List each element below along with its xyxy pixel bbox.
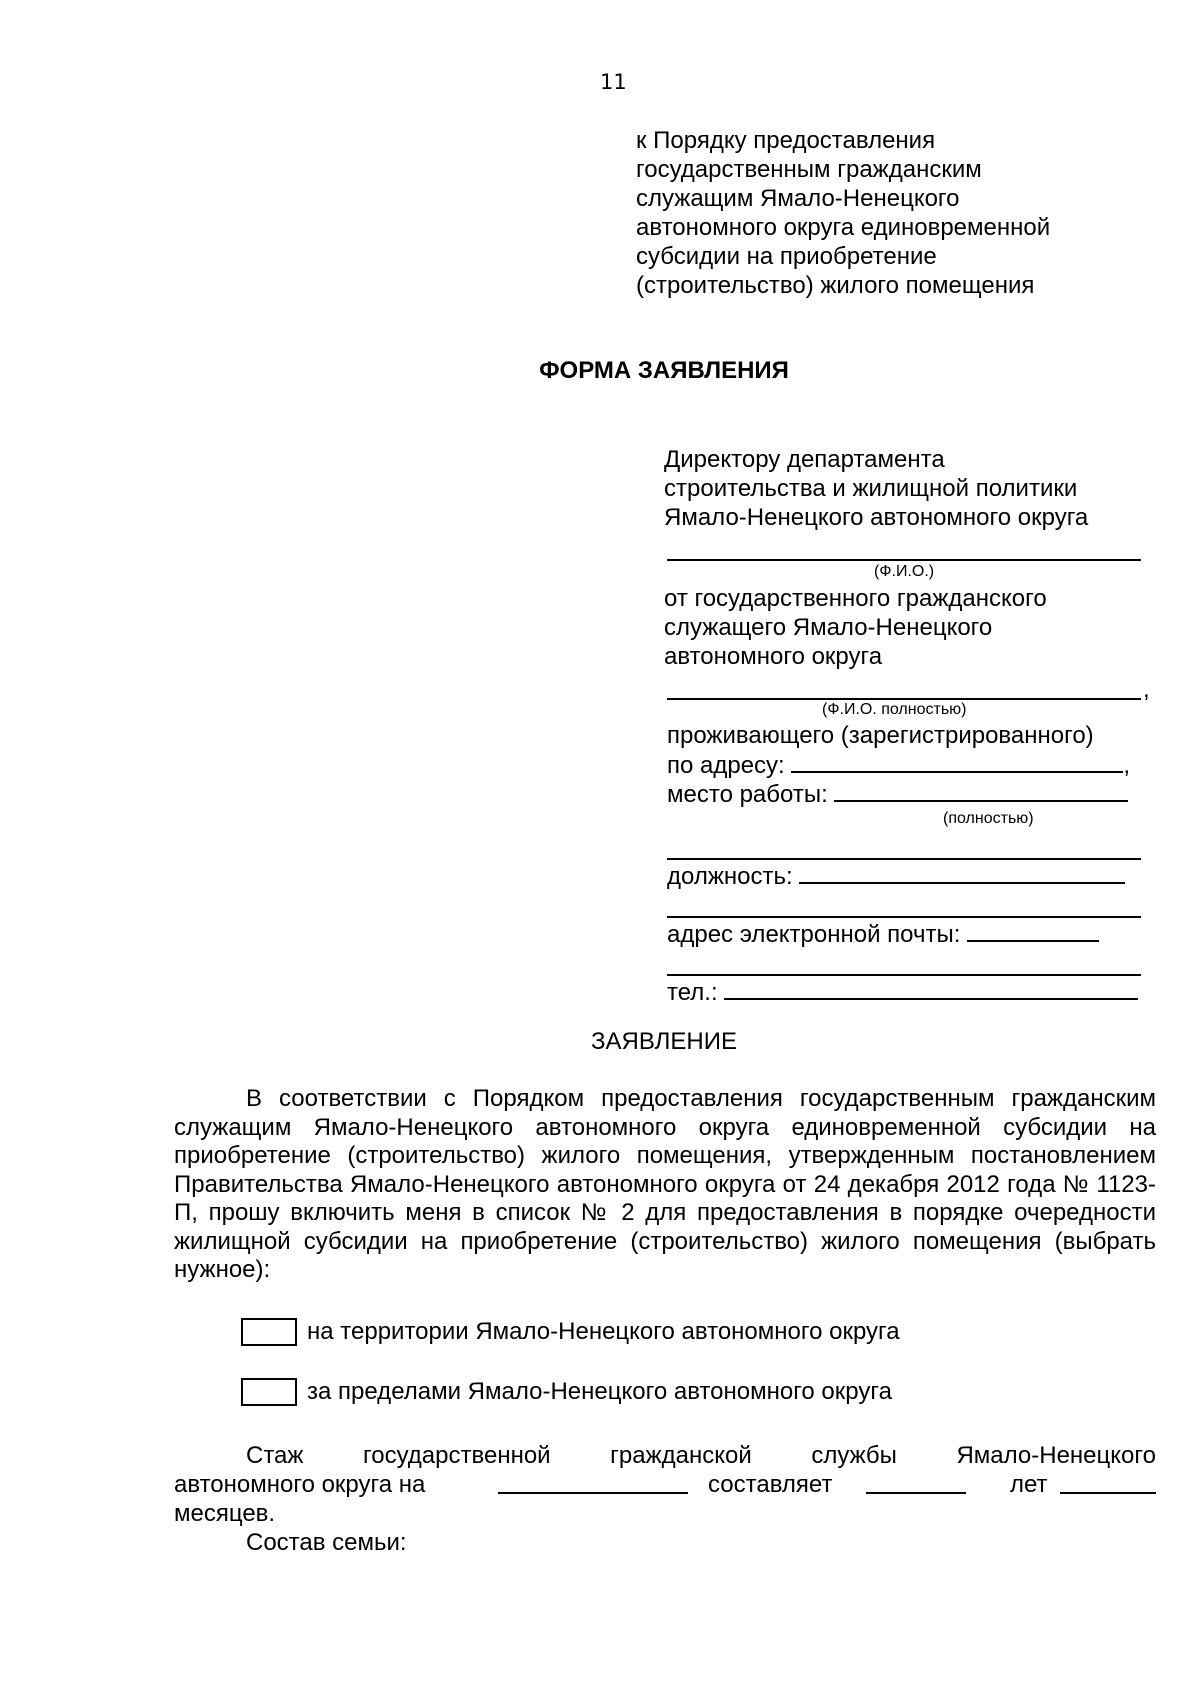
addressee-line: Ямало-Ненецкого автономного округа [664,504,1089,531]
email-row [667,920,1099,949]
address-field[interactable] [791,751,1123,773]
option-outside-label: за пределами Ямало-Ненецкого автономного округа [307,1378,892,1405]
position-field[interactable] [799,862,1125,884]
reference-line: государственным гражданским [636,156,982,183]
phone-row [667,978,1138,1007]
addressee-block [664,445,1144,532]
option-territory [241,1318,900,1346]
addressee-line: Директору департамента [664,446,945,473]
reference-line: служащим Ямало-Ненецкого [636,185,960,212]
from-line: автономного округа [664,643,883,670]
position-continuation-line[interactable] [667,916,1141,918]
experience-word: государственной [363,1442,551,1469]
email-continuation-line[interactable] [667,974,1141,976]
reference-line: (строительство) жилого помещения [636,272,1035,299]
work-caption: (полностью) [943,810,1034,827]
from-block [664,584,1144,671]
experience-years-field[interactable] [866,1492,966,1494]
experience-word: службы [811,1442,897,1469]
experience-word: Ямало-Ненецкого [956,1442,1156,1469]
reference-block [636,126,1106,300]
reference-line: к Порядку предоставления [636,127,936,154]
experience-word: гражданской [610,1442,752,1469]
email-label: адрес электронной почты: [667,921,961,948]
option-territory-label: на территории Ямало-Ненецкого автономного округа [307,1318,900,1345]
experience-years: лет [1010,1471,1048,1498]
position-row [667,862,1125,891]
from-line: от государственного гражданского [664,585,1047,612]
experience-word: Стаж [246,1442,304,1469]
experience-okrug-on: автономного округа на [174,1471,426,1498]
applicant-fio-line[interactable] [667,698,1141,700]
page-number: 11 [600,70,627,94]
option-outside [241,1378,892,1406]
from-line: служащего Ямало-Ненецкого [664,614,993,641]
address-row [667,751,1130,780]
statement-heading: ЗАЯВЛЕНИЕ [591,1028,737,1055]
experience-amounts: составляет [708,1471,833,1498]
address-comma: , [1123,752,1131,779]
option-outside-checkbox[interactable] [241,1378,297,1406]
fio-comma: , [1143,676,1150,703]
phone-label: тел.: [667,979,718,1006]
addressee-line: строительства и жилищной политики [664,475,1078,502]
address-label: по адресу: [667,752,785,779]
phone-field[interactable] [724,978,1138,1000]
position-label: должность: [667,863,793,890]
email-field[interactable] [967,920,1099,942]
experience-date-field[interactable] [498,1492,688,1494]
experience-line1 [246,1442,1156,1470]
reference-line: субсидии на приобретение [636,243,937,270]
form-title: ФОРМА ЗАЯВЛЕНИЯ [539,357,789,384]
residing-label: проживающего (зарегистрированного) [667,722,1094,749]
experience-months-field[interactable] [1060,1492,1156,1494]
addressee-fio-line[interactable] [667,559,1141,561]
work-label: место работы: [667,781,828,808]
option-territory-checkbox[interactable] [241,1318,297,1346]
work-row [667,780,1128,809]
experience-months: месяцев. [174,1500,276,1527]
fio-full-caption: (Ф.И.О. полностью) [822,701,967,718]
statement-paragraph: В соответствии с Порядком предоставления государственным гражданским служащим Ямало-Ненецкого автономного округа единовременной субсидии на приобретение (строительство) жилого помещения, утвержденным постановлением Правительства Ямало-Ненецкого автономного округа от 24 декабря 2012 года № 1123-П, прошу включить меня в список № 2 для предоставления в порядке очередности жилищной субсидии на приобретение (строительство) жилого помещения (выбрать нужное): [174,1085,1156,1283]
fio-caption: (Ф.И.О.) [874,563,935,580]
work-continuation-line[interactable] [667,858,1141,860]
work-field[interactable] [834,780,1128,802]
reference-line: автономного округа единовременной [636,214,1051,241]
family-label: Состав семьи: [246,1529,407,1556]
